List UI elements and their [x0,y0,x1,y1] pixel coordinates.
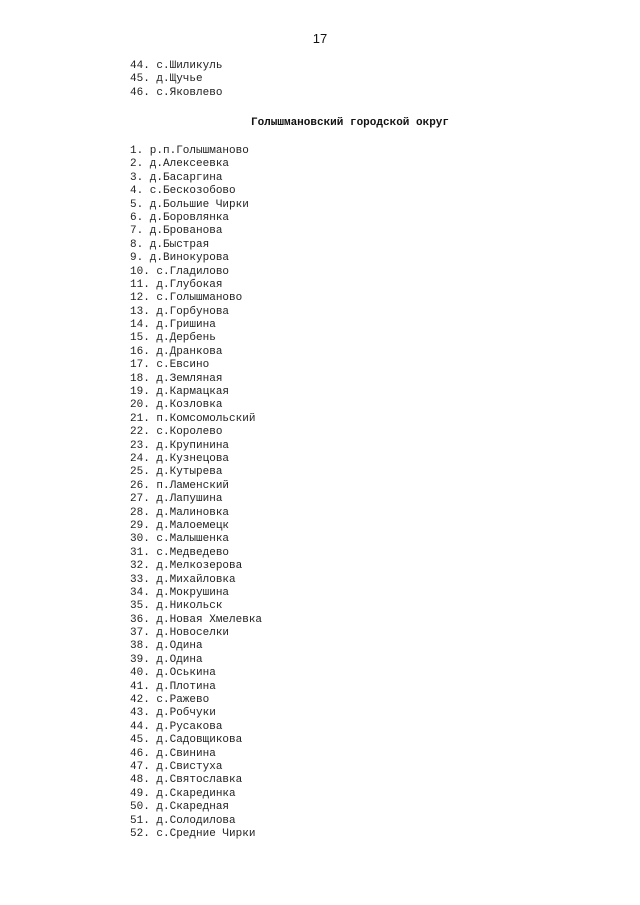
list-item: 50. д.Скаредная [130,801,230,814]
list-item: 25. д.Кутырева [130,466,223,479]
section-title: Голышмановский городской округ [250,117,450,129]
list-item: 20. д.Козловка [130,399,223,412]
list-item: 6. д.Боровлянка [130,211,230,224]
list-item: 17. с.Евсино [130,359,210,372]
settlement-list [130,145,262,841]
list-item: 16. д.Дранкова [130,345,223,358]
list-item: 34. д.Мокрушина [130,586,230,599]
list-item: 26. п.Ламенский [130,479,230,492]
list-item: 7. д.Брованова [130,225,223,238]
list-item: 27. д.Лапушина [130,493,223,506]
list-item: 24. д.Кузнецова [130,452,230,465]
list-item: 39. д.Одина [130,653,203,666]
list-item: 21. п.Комсомольский [130,412,256,425]
list-item: 37. д.Новоселки [130,627,230,640]
list-item: 5. д.Большие Чирки [130,198,249,211]
list-item: 36. д.Новая Хмелевка [130,613,263,626]
list-item: 2. д.Алексеевка [130,158,230,171]
list-item: 51. д.Солодилова [130,814,236,827]
list-item: 9. д.Винокурова [130,252,230,265]
list-item: 22. с.Королево [130,426,223,439]
list-item: 30. с.Малышенка [130,533,230,546]
list-item: 4. с.Бескозобово [130,185,236,198]
list-item: 49. д.Скарединка [130,787,236,800]
list-item: 46. с.Яковлево [130,86,223,99]
list-item: 13. д.Горбунова [130,305,230,318]
list-item: 11. д.Глубокая [130,278,223,291]
list-item: 18. д.Земляная [130,372,223,385]
list-item: 33. д.Михайловка [130,573,236,586]
list-item: 44. д.Русакова [130,720,223,733]
list-item: 38. д.Одина [130,640,203,653]
list-item: 46. д.Свинина [130,747,216,760]
list-item: 35. д.Никольск [130,600,223,613]
list-item: 14. д.Гришина [130,319,216,332]
list-item: 29. д.Малоемецк [130,519,230,532]
page-number: 17 [312,31,328,46]
list-item: 12. с.Голышманово [130,292,243,305]
list-item: 41. д.Плотина [130,680,216,693]
list-item: 15. д.Дербень [130,332,216,345]
list-item: 48. д.Святославка [130,774,243,787]
list-item: 45. д.Щучье [130,73,203,86]
list-item: 52. с.Средние Чирки [130,827,256,840]
list-item: 44. с.Шиликуль [130,60,223,72]
list-item: 32. д.Мелкозерова [130,560,243,573]
list-item: 19. д.Кармацкая [130,386,230,399]
list-item: 40. д.Оськина [130,667,216,680]
list-item: 28. д.Малиновка [130,506,230,519]
list-item: 10. с.Гладилово [130,265,230,278]
list-item: 23. д.Крупинина [130,439,230,452]
list-item: 42. с.Ражево [130,694,210,707]
list-item: 47. д.Свистуха [130,760,223,773]
list-item: 3. д.Басаргина [130,171,223,184]
list-item: 43. д.Робчуки [130,707,216,720]
list-item: 31. с.Медведево [130,546,230,559]
continued-settlement-list [130,60,222,100]
list-item: 8. д.Быстрая [130,238,210,251]
list-item: 45. д.Садовщикова [130,734,243,747]
list-item: 1. р.п.Голышманово [130,145,249,157]
